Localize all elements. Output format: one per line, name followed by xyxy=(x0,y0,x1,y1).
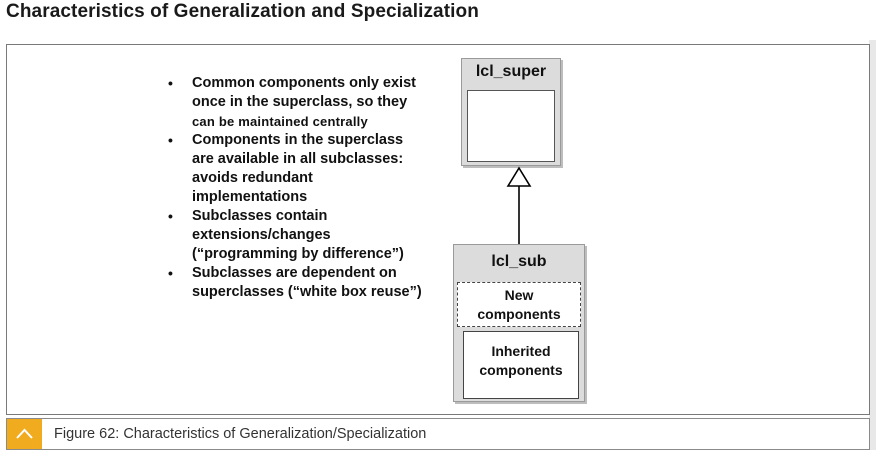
inheritance-arrowhead-icon xyxy=(508,168,530,186)
inherited-components-label: components xyxy=(479,362,563,378)
bullet-icon: • xyxy=(168,75,173,91)
subclass-box xyxy=(453,244,585,402)
bullet-text: superclasses (“white box reuse”) xyxy=(192,284,422,300)
bullet-item xyxy=(168,131,468,207)
bullet-text: implementations xyxy=(192,189,308,205)
bullet-text: once in the superclass, so they xyxy=(192,94,408,110)
bullet-text: (“programming by difference”) xyxy=(192,246,404,262)
chevron-up-icon[interactable] xyxy=(7,419,42,449)
bullet-icon: • xyxy=(168,208,173,224)
figure-caption: Figure 62: Characteristics of Generalization/Specialization xyxy=(54,426,427,442)
bullet-item xyxy=(168,264,468,302)
right-scroll-edge xyxy=(869,40,876,450)
bullet-list xyxy=(168,74,468,302)
inherited-components-label: Inherited xyxy=(491,343,551,359)
bullet-item xyxy=(168,207,468,264)
bullet-text: Common components only exist xyxy=(192,75,416,91)
new-components-label: New xyxy=(504,287,534,303)
bullet-icon: • xyxy=(168,265,173,281)
bullet-text: extensions/changes xyxy=(192,227,331,243)
bullet-text: avoids redundant xyxy=(192,170,313,186)
bullet-text: can be maintained centrally xyxy=(192,114,368,129)
new-components-box xyxy=(457,282,581,327)
bullet-text: Components in the superclass xyxy=(192,132,404,148)
new-components-label: components xyxy=(477,306,561,322)
bullet-item xyxy=(168,74,468,131)
bullet-text: Subclasses contain xyxy=(192,208,328,224)
superclass-components-area xyxy=(467,90,555,162)
inheritance-arrow xyxy=(500,164,540,246)
bullet-text: Subclasses are dependent on xyxy=(192,265,397,281)
superclass-name: lcl_super xyxy=(475,63,547,80)
page-title: Characteristics of Generalization and Specialization xyxy=(6,1,479,22)
bullet-icon: • xyxy=(168,132,173,148)
figure-caption-bar xyxy=(6,418,870,450)
superclass-box xyxy=(461,58,561,166)
inherited-components-box xyxy=(463,331,579,399)
bullet-text: are available in all subclasses: xyxy=(192,151,404,167)
subclass-name: lcl_sub xyxy=(491,253,547,270)
